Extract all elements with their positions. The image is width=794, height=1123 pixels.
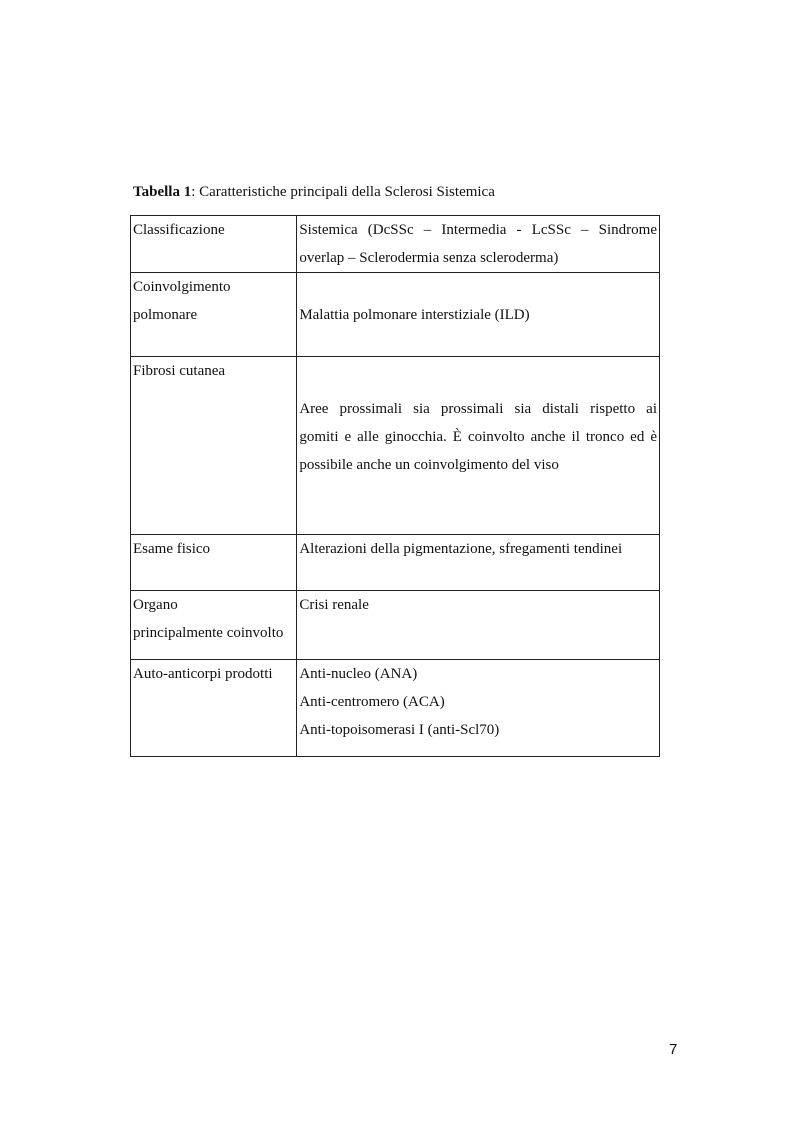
row-label-line: Coinvolgimento (133, 279, 231, 295)
row-label-line: principalmente coinvolto (133, 625, 284, 641)
row-label-cell (131, 660, 297, 757)
table-caption (133, 183, 495, 201)
page-number: 7 (669, 1041, 678, 1058)
row-value-line: Anti-centromero (ACA) (299, 694, 445, 710)
characteristics-table (130, 215, 660, 757)
table-row (131, 273, 660, 357)
row-value-line: Anti-nucleo (ANA) (299, 666, 418, 682)
row-label-cell (131, 535, 297, 591)
row-value-line: overlap – Sclerodermia senza scleroderma) (299, 250, 559, 266)
row-value-line: Aree prossimali sia prossimali sia distali rispetto ai (299, 401, 657, 417)
row-label-line: polmonare (133, 307, 198, 323)
row-label-cell (131, 216, 297, 273)
row-value-line: gomiti e alle ginocchia. È coinvolto anche il tronco ed è (299, 429, 657, 445)
row-label-cell (131, 357, 297, 535)
row-label: Fibrosi cutanea (133, 363, 226, 379)
table-row (131, 535, 660, 591)
row-value-cell (297, 660, 660, 757)
row-value-line: Anti-topoisomerasi I (anti-Scl70) (299, 722, 500, 738)
row-value: Crisi renale (299, 597, 369, 613)
table-caption-label: Tabella 1 (133, 184, 192, 200)
table-row (131, 357, 660, 535)
row-value-cell (297, 273, 660, 357)
row-value: Malattia polmonare interstiziale (ILD) (299, 307, 530, 323)
table-row (131, 660, 660, 757)
row-label-line: Organo (133, 597, 178, 613)
table-row (131, 216, 660, 273)
row-label: Classificazione (133, 222, 225, 238)
row-value-cell (297, 216, 660, 273)
table-row (131, 591, 660, 660)
row-value-cell (297, 357, 660, 535)
row-label-cell (131, 273, 297, 357)
row-value: Alterazioni della pigmentazione, sfregamenti tendinei (299, 541, 623, 557)
row-label-cell (131, 591, 297, 660)
row-label: Auto-anticorpi prodotti (133, 666, 273, 682)
row-value-cell (297, 535, 660, 591)
table-caption-text: : Caratteristiche principali della Sclerosi Sistemica (191, 184, 495, 200)
row-value-line: possibile anche un coinvolgimento del viso (299, 457, 559, 473)
row-label: Esame fisico (133, 541, 211, 557)
row-value-line: Sistemica (DcSSc – Intermedia - LcSSc – Sindrome (299, 222, 657, 238)
row-value-cell (297, 591, 660, 660)
